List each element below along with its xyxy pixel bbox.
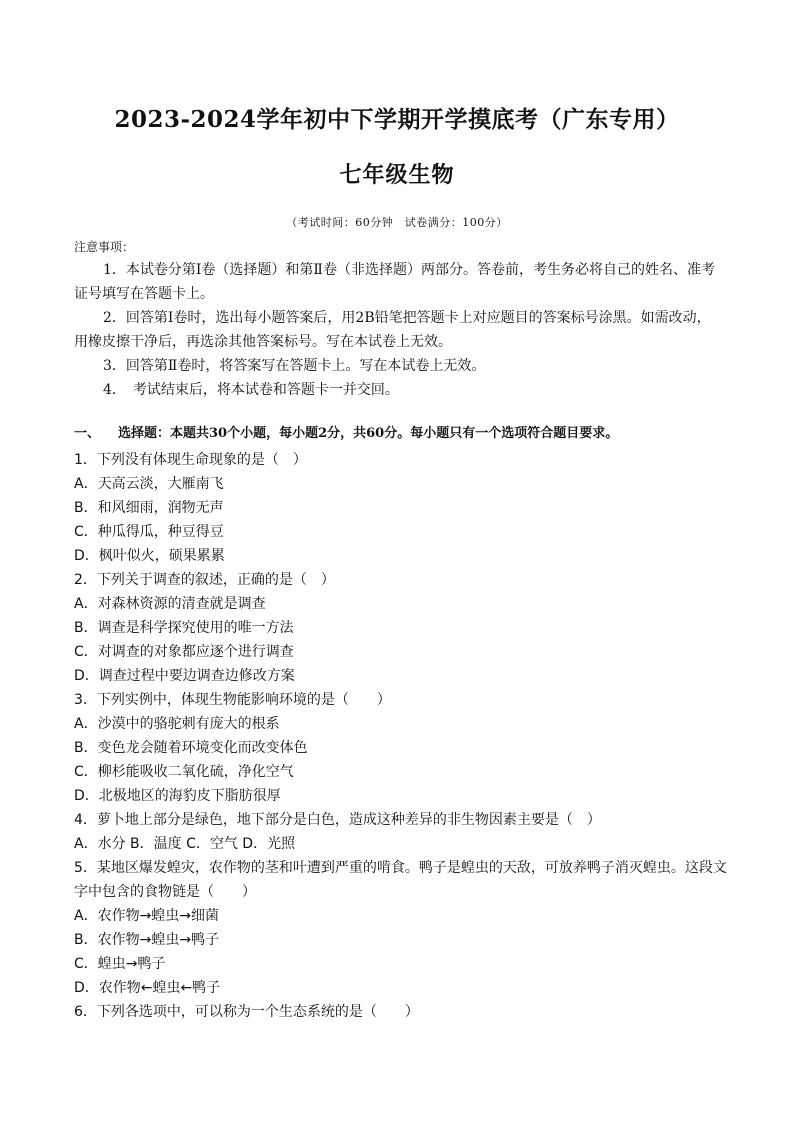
question-line: 字中包含的食物链是（ ） — [74, 884, 256, 900]
page-title: 2023-2024学年初中下学期开学摸底考（广东专用） — [114, 106, 680, 133]
option-line: D．枫叶似火，硕果累累 — [74, 548, 225, 564]
option-line: D．农作物←蝗虫←鸭子 — [74, 980, 221, 996]
option-line: B．农作物→蝗虫→鸭子 — [74, 932, 220, 948]
notes-heading: 注意事项： — [74, 240, 135, 254]
option-line: C．种瓜得瓜，种豆得豆 — [74, 524, 224, 540]
option-line: A．沙漠中的骆驼刺有庞大的根系 — [74, 716, 280, 732]
question-line: 6．下列各选项中，可以称为一个生态系统的是（ ） — [74, 1004, 419, 1020]
note-line: 1．本试卷分第Ⅰ卷（选择题）和第Ⅱ卷（非选择题）两部分。答卷前，考生务必将自己的姓名、准考 — [103, 262, 715, 278]
option-line: A．水分 B．温度 C．空气 D．光照 — [74, 836, 296, 852]
section-text: 选择题：本题共30个小题，每小题2分，共60分。每小题只有一个选项符合题目要求。 — [118, 426, 619, 441]
option-line: D．调查过程中要边调查边修改方案 — [74, 668, 295, 684]
option-line: B．变色龙会随着环境变化而改变体色 — [74, 740, 308, 756]
option-line: D．北极地区的海豹皮下脂肪很厚 — [74, 788, 281, 804]
note-line: 4． 考试结束后，将本试卷和答题卡一并交回。 — [103, 382, 399, 398]
note-line: 2．回答第Ⅰ卷时，选出每小题答案后，用2B铅笔把答题卡上对应题目的答案标号涂黑。如需改动， — [103, 310, 711, 326]
section-number: 一、 — [74, 426, 101, 441]
note-line: 用橡皮擦干净后，再选涂其他答案标号。写在本试卷上无效。 — [74, 334, 452, 350]
question-line: 1．下列没有体现生命现象的是（ ） — [74, 452, 307, 468]
question-line: 2．下列关于调查的叙述，正确的是（ ） — [74, 572, 335, 588]
section-heading — [74, 422, 618, 441]
option-line: A．农作物→蝗虫→细菌 — [74, 908, 220, 924]
note-line: 3．回答第Ⅱ卷时，将答案写在答题卡上。写在本试卷上无效。 — [103, 358, 486, 374]
subject-title: 七年级生物 — [339, 162, 455, 188]
question-line: 3．下列实例中，体现生物能影响环境的是（ ） — [74, 692, 391, 708]
option-line: B．调查是科学探究使用的唯一方法 — [74, 620, 294, 636]
option-line: A．对森林资源的清查就是调查 — [74, 596, 266, 612]
exam-info: （考试时间：60分钟 试卷满分：100分） — [286, 216, 508, 229]
option-line: A．天高云淡，大雁南飞 — [74, 476, 224, 492]
question-line: 4．萝卜地上部分是绿色，地下部分是白色，造成这种差异的非生物因素主要是（ ） — [74, 812, 601, 828]
option-line: C．蝗虫→鸭子 — [74, 956, 166, 972]
option-line: B．和风细雨，润物无声 — [74, 500, 224, 516]
question-line: 5．某地区爆发蝗灾，农作物的茎和叶遭到严重的啃食。鸭子是蝗虫的天敌，可放养鸭子消灭蝗虫。这段文 — [74, 860, 727, 876]
note-line: 证号填写在答题卡上。 — [74, 286, 214, 302]
option-line: C．对调查的对象都应逐个进行调查 — [74, 644, 294, 660]
option-line: C．柳杉能吸收二氧化硫，净化空气 — [74, 764, 294, 780]
